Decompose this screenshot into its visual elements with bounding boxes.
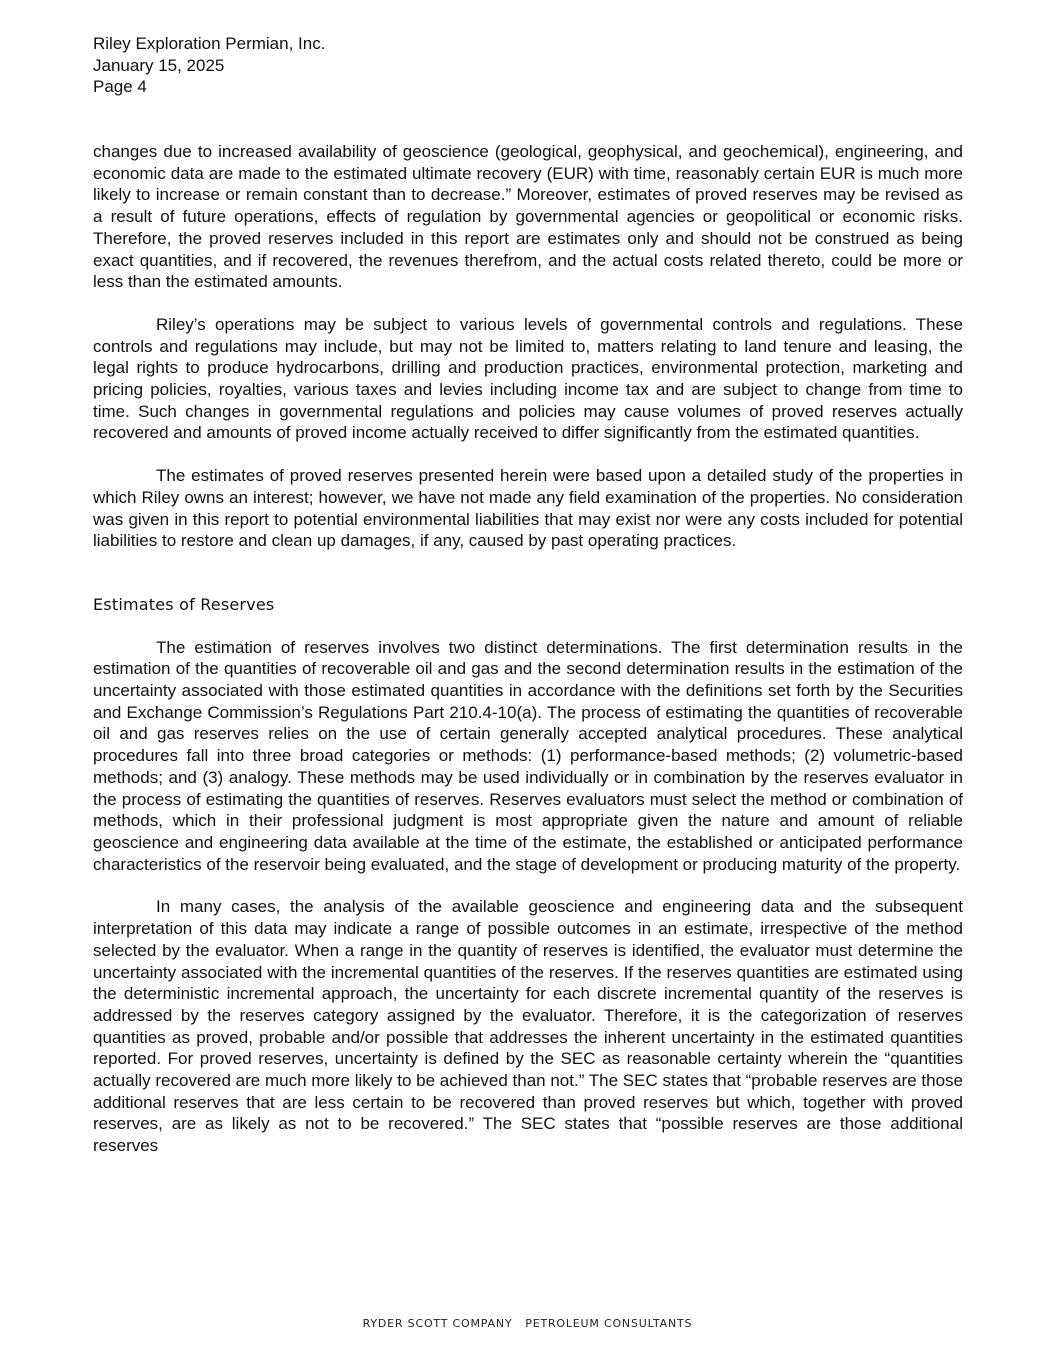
paragraph-governmental-controls: Riley’s operations may be subject to various levels of governmental controls and regulations. These controls and regulations may include, but may not be limited to, matters relating to land tenure and leasing, the legal rights to produce hydrocarbons, drilling and production practices, environmental protection, marketing and pricing policies, royalties, various taxes and levies including income tax and are subject to change from time to time. Such changes in governmental regulations and policies may cause volumes of proved reserves actually recovered and amounts of proved income actually received to differ significantly from the estimated quantities.	[93, 314, 963, 443]
page-number: Page 4	[93, 77, 147, 96]
page-footer: RYDER SCOTT COMPANY PETROLEUM CONSULTANTS	[362, 1317, 693, 1330]
company-name: Riley Exploration Permian, Inc.	[93, 34, 326, 53]
paragraph-field-examination: The estimates of proved reserves presented herein were based upon a detailed study of the properties in which Riley owns an interest; however, we have not made any field examination of the properties. No consideration was given in this report to potential environmental liabilities that may exist nor were any costs included for potential liabilities to restore and clean up damages, if any, caused by past operating practices.	[93, 466, 963, 551]
paragraph-uncertainty: In many cases, the analysis of the available geoscience and engineering data and the subsequent interpretation of this data may indicate a range of possible outcomes in an estimate, irrespective of the method selected by the evaluator. When a range in the quantity of reserves is identified, the evaluator must determine the uncertainty associated with the incremental quantities of the reserves. If the reserves quantities are estimated using the deterministic incremental approach, the uncertainty for each discrete incremental quantity of the reserves is addressed by the reserves category assigned by the evaluator. Therefore, it is the categorization of reserves quantities as proved, probable and/or possible that addresses the inherent uncertainty in the estimated quantities reported. For proved reserves, uncertainty is defined by the SEC as reasonable certainty wherein the “quantities actually recovered are much more likely to be achieved than not.” The SEC states that “probable reserves are those additional reserves that are less certain to be recovered than proved reserves but which, together with proved reserves, are as likely as not to be recovered.” The SEC states that “possible reserves are those additional reserves	[93, 897, 963, 1156]
paragraph-estimation-determinations: The estimation of reserves involves two distinct determinations. The first determination results in the estimation of the quantities of recoverable oil and gas and the second determination results in the estimation of the uncertainty associated with those estimated quantities in accordance with the definitions set forth by the Securities and Exchange Commission’s Regulations Part 210.4-10(a). The process of estimating the quantities of recoverable oil and gas reserves relies on the use of certain generally accepted analytical procedures. These analytical procedures fall into three broad categories or methods: (1) performance-based methods; (2) volumetric-based methods; and (3) analogy. These methods may be used individually or in combination by the reserves evaluator in the process of estimating the quantities of reserves. Reserves evaluators must select the method or combination of methods, which in their professional judgment is most appropriate given the nature and amount of reliable geoscience and engineering data available at the time of the estimate, the established or anticipated performance characteristics of the reservoir being evaluated, and the stage of development or producing maturity of the property.	[93, 637, 963, 874]
section-heading-estimates-of-reserves: Estimates of Reserves	[93, 594, 275, 614]
letter-date: January 15, 2025	[93, 55, 225, 75]
letter-header	[93, 33, 325, 98]
paragraph-continuation: changes due to increased availability of geoscience (geological, geophysical, and geochemical), engineering, and economic data are made to the estimated ultimate recovery (EUR) with time, reasonably certain EUR is much more likely to increase or remain constant than to decrease.” Moreover, estimates of proved reserves may be revised as a result of future operations, effects of regulation by governmental agencies or geopolitical or economic risks. Therefore, the proved reserves included in this report are estimates only and should not be construed as being exact quantities, and if recovered, the revenues therefrom, and the actual costs related thereto, could be more or less than the estimated amounts.	[93, 142, 963, 292]
letter-body	[93, 141, 963, 1157]
